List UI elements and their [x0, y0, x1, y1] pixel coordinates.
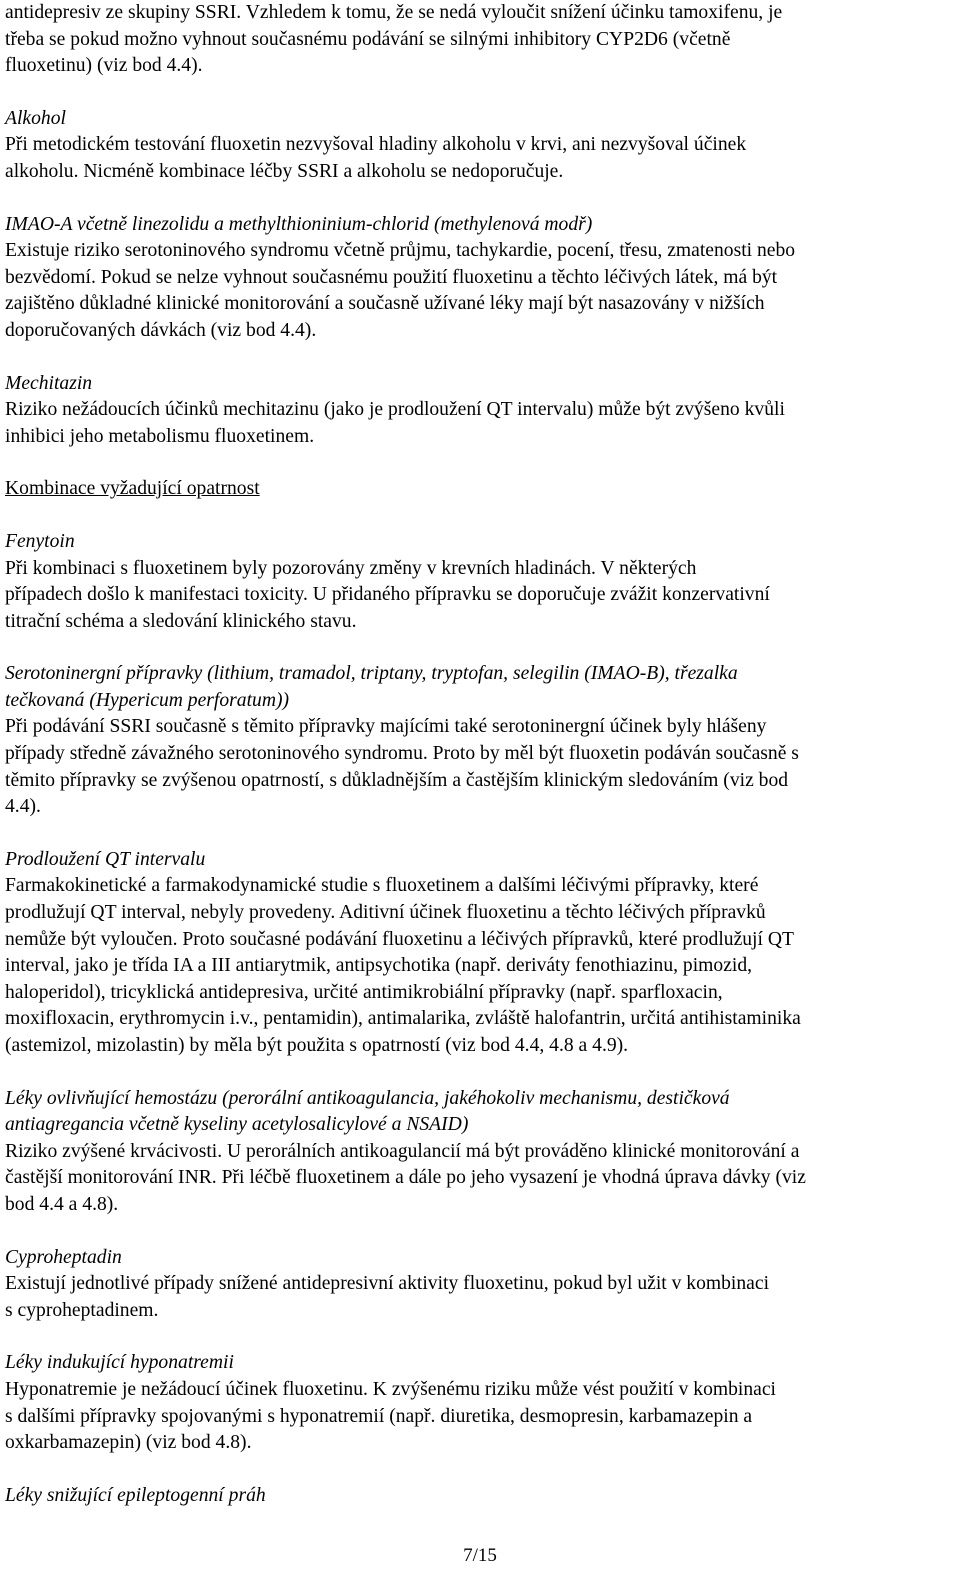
text-line: s dalšími přípravky spojovanými s hyponatremií (např. diuretika, desmopresin, karbamazepin a: [5, 1405, 753, 1427]
section-heading-hyponatremie: Léky indukující hyponatremii: [5, 1352, 234, 1374]
section-heading-alkohol: Alkohol: [5, 107, 66, 129]
text-line: interval, jako je třída IA a III antiarytmik, antipsychotika (např. deriváty fenothiazinu, pimozid,: [5, 955, 753, 977]
text-line: (astemizol, mizolastin) by měla být použita s opatrností (viz bod 4.4, 4.8 a 4.9).: [5, 1035, 629, 1056]
text-line: častější monitorování INR. Při léčbě fluoxetinem a dále po jeho vysazení je vhodná úprava dávky (viz: [5, 1167, 806, 1189]
text-line: těmito přípravky se zvýšenou opatrností, s důkladnějším a častějším klinickým sledováním (viz bod: [5, 769, 789, 791]
text-line: Při kombinaci s fluoxetinem byly pozorovány změny v krevních hladinách. V některých: [5, 557, 697, 579]
page-number: 7/15: [463, 1545, 497, 1566]
section-heading-hemostaza-cont: antiagregancia včetně kyseliny acetylosalicylové a NSAID): [5, 1114, 469, 1136]
text-line: 4.4).: [5, 796, 41, 818]
text-line: případy středně závažného serotoninového syndromu. Proto by měl být fluoxetin podáván současně s: [5, 743, 799, 765]
intro-paragraph: [5, 0, 955, 80]
subsection-title: Kombinace vyžadující opatrnost: [5, 478, 260, 500]
text-line: Existuje riziko serotoninového syndromu včetně průjmu, tachykardie, pocení, třesu, zmatenosti nebo: [5, 240, 796, 262]
text-line: bezvědomí. Pokud se nelze vyhnout současnému použití fluoxetinu a těchto léčivých látek, má být: [5, 266, 778, 288]
text-line: titrační schéma a sledování klinického stavu.: [5, 610, 357, 632]
text-line: Riziko zvýšené krvácivosti. U perorálních antikoagulancií má být prováděno klinické monitorování a: [5, 1140, 800, 1162]
text-line: třeba se pokud možno vyhnout současnému podávání se silnými inhibitory CYP2D6 (včetně: [5, 28, 731, 50]
text-line: haloperidol), tricyklická antidepresiva, určité antimikrobiální přípravky (např. sparfloxacin,: [5, 981, 723, 1003]
text-line: antidepresiv ze skupiny SSRI. Vzhledem k tomu, že se nedá vyloučit snížení účinku tamoxifenu, je: [5, 2, 783, 23]
section-heading-hemostaza: Léky ovlivňující hemostázu (perorální antikoagulancia, jakéhokoliv mechanismu, destičková: [5, 1087, 730, 1109]
text-line: Farmakokinetické a farmakodynamické studie s fluoxetinem a dalšími léčivými přípravky, které: [5, 875, 759, 897]
text-line: inhibici jeho metabolismu fluoxetinem.: [5, 425, 315, 447]
section-heading-qt: Prodloužení QT intervalu: [5, 848, 206, 870]
document-page: [5, 0, 955, 1509]
text-line: Riziko nežádoucích účinků mechitazinu (jako je prodloužení QT intervalu) může být zvýšeno kvůli: [5, 399, 785, 421]
section-heading-serotoninergni: Serotoninergní přípravky (lithium, tramadol, triptany, tryptofan, selegilin (IMAO-B), třezalka: [5, 663, 738, 685]
text-line: zajištěno důkladné klinické monitorování a současně užívané léky mají být nasazovány v nižších: [5, 293, 765, 315]
text-line: s cyproheptadinem.: [5, 1299, 159, 1321]
section-heading-serotoninergni-cont: tečkovaná (Hypericum perforatum)): [5, 689, 290, 711]
text-line: fluoxetinu) (viz bod 4.4).: [5, 55, 203, 77]
text-line: moxifloxacin, erythromycin i.v., pentamidin), antimalarika, zvláště halofantrin, určitá antihistaminika: [5, 1008, 801, 1030]
text-line: Existují jednotlivé případy snížené antidepresivní aktivity fluoxetinu, pokud byl užit v kombinaci: [5, 1273, 770, 1295]
section-heading-epileptogenni-prah: Léky snižující epileptogenní práh: [5, 1484, 266, 1506]
text-line: alkoholu. Nicméně kombinace léčby SSRI a alkoholu se nedoporučuje.: [5, 160, 564, 182]
text-line: Hyponatremie je nežádoucí účinek fluoxetinu. K zvýšenému riziku může vést použití v kombinaci: [5, 1378, 776, 1400]
text-line: doporučovaných dávkách (viz bod 4.4).: [5, 319, 317, 341]
section-heading-mechitazin: Mechitazin: [5, 372, 93, 394]
text-line: Při podávání SSRI současně s těmito přípravky majícími také serotoninergní účinek byly hlášeny: [5, 716, 767, 738]
section-heading-cyproheptadin: Cyproheptadin: [5, 1246, 122, 1268]
text-line: Při metodickém testování fluoxetin nezvyšoval hladiny alkoholu v krvi, ani nezvyšoval účinek: [5, 134, 747, 156]
section-heading-imao-a: IMAO-A včetně linezolidu a methylthioninium-chlorid (methylenová modř): [5, 213, 593, 235]
text-line: nemůže být vyloučen. Proto současné podávání fluoxetinu a léčivých přípravků, které prodlužují QT: [5, 928, 794, 950]
text-line: prodlužují QT interval, nebyly provedeny. Aditivní účinek fluoxetinu a těchto léčivých přípravků: [5, 902, 766, 924]
text-line: oxkarbamazepin) (viz bod 4.8).: [5, 1432, 252, 1454]
text-line: případech došlo k manifestaci toxicity. U přidaného přípravku se doporučuje zvážit konzervativní: [5, 584, 770, 606]
section-heading-fenytoin: Fenytoin: [5, 530, 75, 552]
text-line: bod 4.4 a 4.8).: [5, 1193, 119, 1215]
